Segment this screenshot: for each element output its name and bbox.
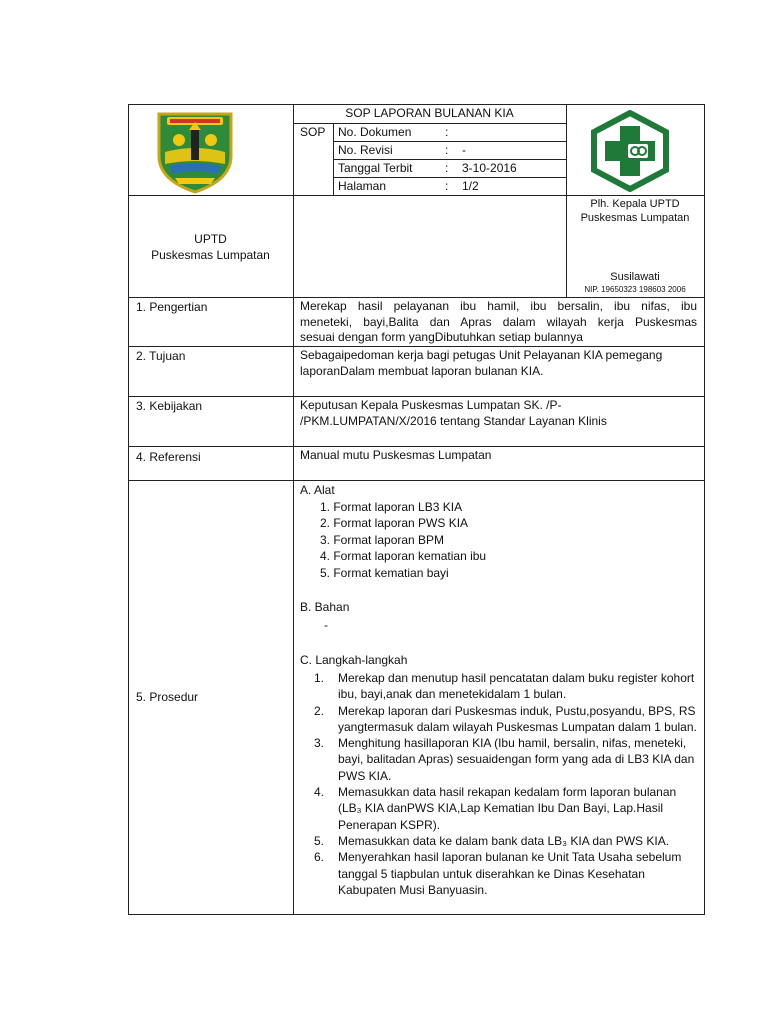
- list-item: 2. Merekap laporan dari Puskesmas induk, Pustu,posyandu, BPS, RS yangtermasuk dalam wilayah Puskesmas Lumpatan dalam 1 bulan.: [314, 703, 697, 734]
- list-item: 6. Menyerahkan hasil laporan bulanan ke Unit Tata Usaha sebelum tanggal 5 tiapbulan untuk diserahkan ke Dinas Kesehatan Kabupaten Musi Banyuasin.: [314, 850, 682, 897]
- unit-name-line1: UPTD: [194, 232, 227, 246]
- table-left-border: [128, 104, 129, 915]
- signer-name: Susilawati: [610, 271, 660, 283]
- bahan-value: -: [324, 618, 328, 632]
- signer-title-line2: Puskesmas Lumpatan: [580, 212, 690, 224]
- section-label-prosedur: 5. Prosedur: [136, 690, 199, 704]
- field-colon: :: [445, 161, 449, 175]
- field-colon: :: [445, 125, 449, 139]
- signer-nip: NIP. 19650323 198603 2006: [584, 285, 686, 294]
- table-bottom-border: [128, 914, 705, 915]
- field-value: -: [462, 143, 466, 157]
- section-body-kebijakan: Keputusan Kepala Puskesmas Lumpatan SK. /P- /PKM.LUMPATAN/X/2016 tentang Standar Layanan Klinis: [300, 398, 607, 428]
- langkah-list: [300, 670, 700, 898]
- section-label-referensi: 4. Referensi: [136, 450, 201, 464]
- puskesmas-cross-icon: [590, 110, 670, 192]
- field-label: No. Dokumen: [338, 125, 412, 139]
- signer-title-line1: Plh. Kepala UPTD: [590, 198, 680, 210]
- section-label-pengertian: 1. Pengertian: [136, 300, 208, 314]
- list-item: 1. Merekap dan menutup hasil pencatatan dalam buku register kohort ibu, bayi,anak dan menetekidalam 1 bulan.: [314, 671, 695, 702]
- list-item: 4. Memasukkan data hasil rekapan kedalam form laporan bulanan (LB₃ KIA danPWS KIA,Lap Kematian Ibu Dan Bayi, Lap.Hasil Penerapan KSPR).: [314, 785, 677, 832]
- list-item: 3. Menghitung hasillaporan KIA (Ibu hamil, bersalin, nifas, meneteki, bayi, balitadan Apras) sesuaidengan form yang ada di LB3 KIA dan PWS KIA.: [314, 736, 695, 783]
- section-label-tujuan: 2. Tujuan: [136, 349, 186, 363]
- label-column-divider: [293, 104, 294, 915]
- list-item: 5. Format kematian bayi: [320, 565, 449, 580]
- list-item: 5. Memasukkan data ke dalam bank data LB₃ KIA dan PWS KIA.: [314, 833, 670, 848]
- field-label: Tanggal Terbit: [338, 161, 413, 175]
- field-colon: :: [445, 179, 449, 193]
- section-label-kebijakan: 3. Kebijakan: [136, 399, 203, 413]
- bahan-heading: B. Bahan: [300, 600, 350, 614]
- regional-emblem-icon: [155, 108, 235, 194]
- sop-label: SOP: [300, 125, 326, 139]
- list-item: 2. Format laporan PWS KIA: [320, 516, 469, 531]
- unit-name-line2: Puskesmas Lumpatan: [151, 248, 270, 262]
- header-row-divider: [128, 195, 705, 196]
- list-item: 4. Format laporan kematian ibu: [320, 549, 487, 564]
- alat-heading: A. Alat: [300, 483, 335, 497]
- field-value: 1/2: [462, 179, 479, 193]
- table-top-border: [128, 104, 705, 105]
- document-title: SOP LAPORAN BULANAN KIA: [345, 106, 514, 120]
- alat-list: [320, 499, 486, 581]
- field-colon: :: [445, 143, 449, 157]
- list-item: 3. Format laporan BPM: [320, 532, 445, 547]
- field-value: 3-10-2016: [462, 161, 517, 175]
- table-right-border: [704, 104, 705, 915]
- list-item: 1. Format laporan LB3 KIA: [320, 500, 463, 514]
- section-body-referensi: Manual mutu Puskesmas Lumpatan: [300, 448, 492, 462]
- langkah-heading: C. Langkah-langkah: [300, 653, 408, 667]
- section-body-pengertian: Merekap hasil pelayanan ibu hamil, ibu bersalin, ibu nifas, ibu meneteki, bayi,Balita dan Apras dalam wilayah kerja Puskesmas sesuai dengan form yangDibutuhkan setiap bulannya: [300, 299, 697, 344]
- field-label: Halaman: [338, 179, 387, 193]
- field-label: No. Revisi: [338, 143, 393, 157]
- section-body-tujuan: Sebagaipedoman kerja bagi petugas Unit Pelayanan KIA pemegang laporanDalam membuat laporan bulanan KIA.: [300, 348, 663, 378]
